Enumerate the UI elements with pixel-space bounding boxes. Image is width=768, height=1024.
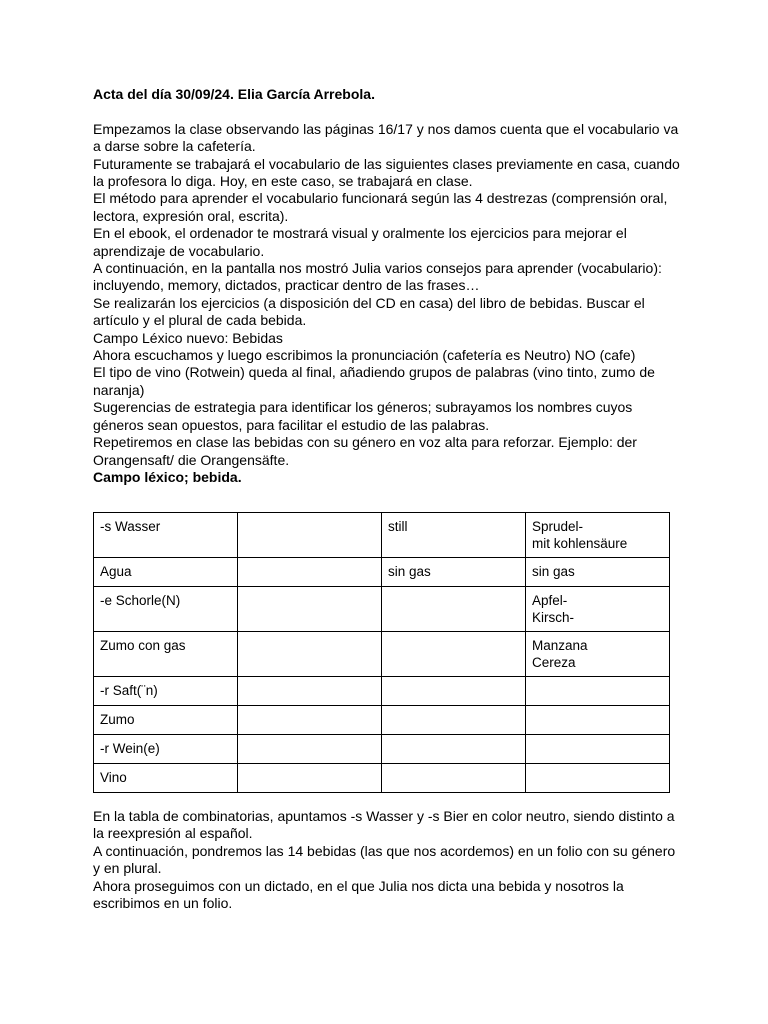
- table-cell: [94, 558, 238, 587]
- table-cell: [526, 735, 670, 764]
- spacer: [93, 103, 683, 120]
- table-cell: [382, 632, 526, 677]
- table-cell: [382, 558, 526, 587]
- paragraph: Ahora proseguimos con un dictado, en el que Julia nos dicta una bebida y nosotros la escribimos en un folio.: [93, 877, 624, 912]
- cell-text: -e Schorle(N): [100, 593, 181, 608]
- table-row: [94, 706, 670, 735]
- table-cell: [238, 677, 382, 706]
- table-cell: [94, 677, 238, 706]
- cell-text: sin gas: [532, 564, 575, 579]
- cell-text: -r Saft(¨n): [100, 683, 158, 698]
- table-cell: [238, 513, 382, 558]
- table-cell: [238, 632, 382, 677]
- table-cell: [526, 706, 670, 735]
- paragraph: A continuación, en la pantalla nos mostró Julia varios consejos para aprender (vocabulario): incluyendo, memory, dictados, practicar dentro de las frases…: [93, 260, 662, 294]
- table-cell: [382, 706, 526, 735]
- cell-text: Cereza: [532, 654, 576, 670]
- paragraph: En la tabla de combinatorias, apuntamos -s Wasser y -s Bier en color neutro, siendo distinto a la reexpresión al español.: [93, 808, 675, 842]
- table-cell: [94, 513, 238, 558]
- cell-text: -r Wein(e): [100, 741, 160, 756]
- document-title: Acta del día 30/09/24. Elia García Arrebola.: [93, 86, 375, 102]
- table-cell: [94, 587, 238, 632]
- table-cell: [238, 735, 382, 764]
- cell-text: mit kohlensäure: [532, 535, 628, 551]
- paragraph: A continuación, pondremos las 14 bebidas (las que nos acordemos) en un folio con su género y en plural.: [93, 842, 676, 877]
- closing-section: [93, 808, 683, 912]
- table-row: [94, 632, 670, 677]
- table-cell: [526, 677, 670, 706]
- table-cell: [526, 558, 670, 587]
- paragraph: Futuramente se trabajará el vocabulario de las siguientes clases previamente en casa, cuando la profesora lo diga. Hoy, en este caso, se trabajará en clase.: [93, 155, 680, 190]
- document-body: [93, 86, 683, 486]
- paragraph: Repetiremos en clase las bebidas con su género en voz alta para reforzar. Ejemplo: der Orangensaft/ die Orangensäfte.: [93, 434, 637, 468]
- table-cell: [526, 764, 670, 793]
- table-cell: [94, 735, 238, 764]
- table-cell: [238, 587, 382, 632]
- table-cell: [238, 706, 382, 735]
- cell-text: Zumo con gas: [100, 638, 186, 653]
- cell-text: Apfel-: [532, 593, 568, 608]
- section-heading: Campo léxico; bebida.: [93, 468, 242, 485]
- table-row: [94, 558, 670, 587]
- table-cell: [382, 764, 526, 793]
- paragraph: El método para aprender el vocabulario funcionará según las 4 destrezas (comprensión oral, lectora, expresión oral, escrita).: [93, 190, 668, 224]
- table-row: [94, 513, 670, 558]
- table-cell: [238, 764, 382, 793]
- table-cell: [526, 513, 670, 558]
- table-cell: [526, 587, 670, 632]
- table-cell: [238, 558, 382, 587]
- table-cell: [382, 677, 526, 706]
- cell-text: Sprudel-: [532, 519, 584, 534]
- paragraph: Empezamos la clase observando las páginas 16/17 y nos damos cuenta que el vocabulario va a darse sobre la cafetería.: [93, 120, 679, 155]
- table-cell: [382, 735, 526, 764]
- cell-text: Kirsch-: [532, 609, 575, 625]
- cell-text: Vino: [100, 770, 127, 785]
- table-cell: [94, 706, 238, 735]
- cell-text: Zumo: [100, 712, 135, 727]
- paragraph: Campo Léxico nuevo: Bebidas: [93, 329, 283, 346]
- paragraph: Sugerencias de estrategia para identificar los géneros; subrayamos los nombres cuyos géneros sean opuestos, para facilitar el estudio de las palabras.: [93, 399, 633, 433]
- cell-text: sin gas: [388, 564, 431, 579]
- cell-text: Manzana: [532, 638, 588, 653]
- paragraph: El tipo de vino (Rotwein) queda al final, añadiendo grupos de palabras (vino tinto, zumo de naranja): [93, 364, 655, 398]
- table-row: [94, 735, 670, 764]
- drinks-table: [93, 512, 670, 793]
- paragraph: En el ebook, el ordenador te mostrará visual y oralmente los ejercicios para mejorar el aprendizaje de vocabulario.: [93, 225, 627, 259]
- table-row: [94, 764, 670, 793]
- table-cell: [94, 632, 238, 677]
- cell-text: still: [388, 519, 408, 534]
- table-cell: [94, 764, 238, 793]
- paragraph: Se realizarán los ejercicios (a disposición del CD en casa) del libro de bebidas. Buscar el artículo y el plural de cada bebida.: [93, 294, 645, 329]
- cell-text: Agua: [100, 564, 132, 579]
- table-row: [94, 587, 670, 632]
- table-cell: [382, 513, 526, 558]
- table-cell: [382, 587, 526, 632]
- table-cell: [526, 632, 670, 677]
- cell-text: -s Wasser: [100, 519, 161, 534]
- paragraph: Ahora escuchamos y luego escribimos la pronunciación (cafetería es Neutro) NO (cafe): [93, 347, 636, 364]
- table-row: [94, 677, 670, 706]
